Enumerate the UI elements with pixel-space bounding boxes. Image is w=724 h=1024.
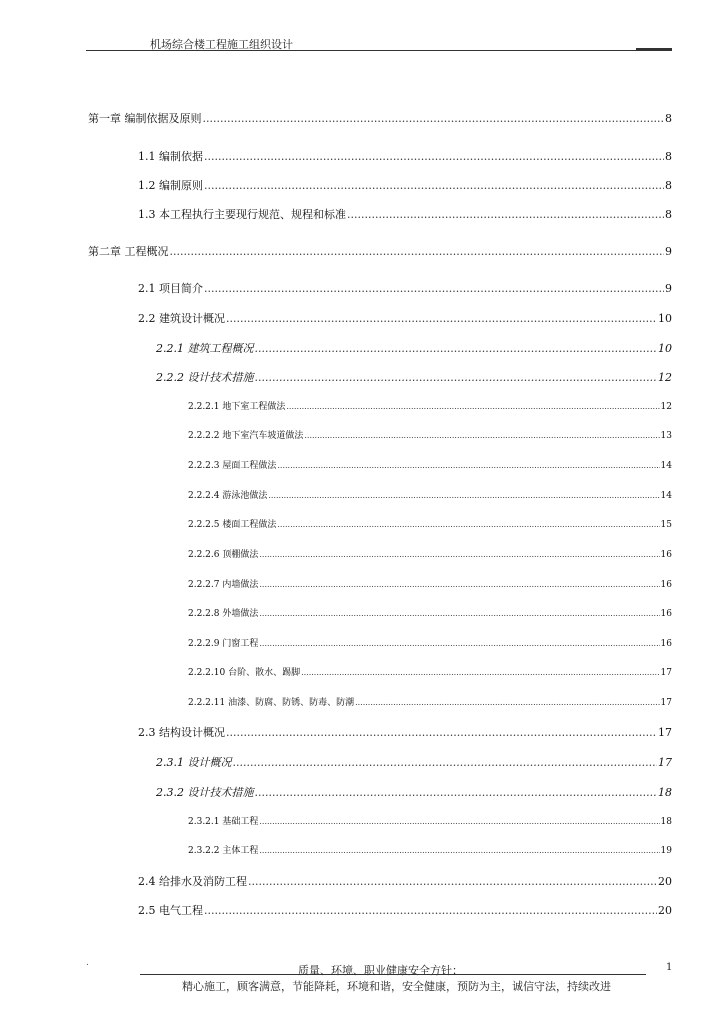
dot-leader xyxy=(286,402,659,411)
toc-entry[interactable] xyxy=(156,369,672,385)
dot-leader xyxy=(170,245,665,258)
toc-entry-page: 16 xyxy=(660,550,672,560)
dot-leader xyxy=(355,698,659,707)
dot-leader xyxy=(248,875,657,888)
toc-entry-page: 8 xyxy=(665,150,672,163)
toc-entry-page: 14 xyxy=(660,491,672,501)
toc-entry[interactable] xyxy=(88,243,672,259)
dot-leader xyxy=(226,312,657,325)
toc-entry-page: 10 xyxy=(658,342,672,355)
toc-entry-label: 1.2 编制原则 xyxy=(138,179,203,192)
dot-leader xyxy=(259,846,659,855)
toc-entry[interactable] xyxy=(138,148,672,164)
toc-entry-label: 2.2.2.7 内墙做法 xyxy=(188,580,259,590)
toc-entry-page: 9 xyxy=(665,282,672,295)
toc-entry-label: 2.3.2 设计技术措施 xyxy=(156,786,254,799)
toc-entry[interactable] xyxy=(188,695,672,708)
toc-entry[interactable] xyxy=(156,340,672,356)
toc-entry-page: 17 xyxy=(658,756,672,769)
dot-leader xyxy=(233,756,658,769)
toc-entry-page: 20 xyxy=(658,875,672,888)
toc-entry-label: 2.4 给排水及消防工程 xyxy=(138,875,247,888)
toc-entry-page: 18 xyxy=(660,817,672,827)
toc-entry-label: 2.2.2.5 楼面工程做法 xyxy=(188,520,277,530)
footer-divider xyxy=(140,974,646,975)
dot-leader xyxy=(259,639,659,648)
toc-entry-page: 18 xyxy=(658,786,672,799)
dot-leader xyxy=(277,461,659,470)
toc-entry-label: 1.1 编制依据 xyxy=(138,150,203,163)
toc-entry-page: 17 xyxy=(658,726,672,739)
toc-entry[interactable] xyxy=(188,399,672,412)
toc-entry[interactable] xyxy=(188,814,672,827)
toc-entry-label: 2.2.2.3 屋面工程做法 xyxy=(188,461,277,471)
toc-entry-label: 2.2.2.8 外墙做法 xyxy=(188,609,259,619)
dot-leader xyxy=(259,550,659,559)
page-number: 1 xyxy=(666,962,673,973)
toc-entry[interactable] xyxy=(138,902,672,918)
toc-entry-page: 9 xyxy=(665,245,672,258)
toc-entry-label: 2.2.2.9 门窗工程 xyxy=(188,639,259,649)
toc-entry-page: 8 xyxy=(665,208,672,221)
dot-leader xyxy=(347,208,664,221)
toc-entry-label: 2.2.2.1 地下室工程做法 xyxy=(188,402,286,412)
toc-entry-label: 2.2.1 建筑工程概况 xyxy=(156,342,254,355)
toc-entry[interactable] xyxy=(188,636,672,649)
toc-entry-page: 12 xyxy=(660,402,672,412)
toc-entry[interactable] xyxy=(188,547,672,560)
toc-entry-label: 2.5 电气工程 xyxy=(138,904,203,917)
dot-leader xyxy=(268,491,659,500)
dot-leader xyxy=(255,786,658,799)
toc-entry[interactable] xyxy=(138,873,672,889)
toc-entry[interactable] xyxy=(188,517,672,530)
toc-entry-label: 第一章 编制依据及原则 xyxy=(88,112,202,125)
toc-entry[interactable] xyxy=(138,724,672,740)
toc-entry[interactable] xyxy=(188,843,672,856)
document-title: 机场综合楼工程施工组织设计 xyxy=(150,38,293,51)
dot-leader xyxy=(204,179,664,192)
dot-leader xyxy=(304,431,659,440)
toc-entry-page: 14 xyxy=(660,461,672,471)
toc-entry-label: 2.2.2 设计技术措施 xyxy=(156,371,254,384)
toc-entry[interactable] xyxy=(138,206,672,222)
toc-entry[interactable] xyxy=(188,665,672,678)
toc-entry-page: 16 xyxy=(660,609,672,619)
dot-leader xyxy=(204,150,664,163)
toc-entry-page: 12 xyxy=(658,371,672,384)
toc-entry[interactable] xyxy=(88,110,672,126)
toc-entry[interactable] xyxy=(188,577,672,590)
dot-leader xyxy=(301,668,659,677)
toc-entry[interactable] xyxy=(156,754,672,770)
dot-leader xyxy=(255,371,658,384)
toc-entry-label: 2.3.1 设计概况 xyxy=(156,756,232,769)
dot-leader xyxy=(259,580,659,589)
dot-leader xyxy=(204,282,664,295)
toc-entry-page: 13 xyxy=(660,431,672,441)
footer-mark: . xyxy=(86,958,89,968)
toc-entry[interactable] xyxy=(188,606,672,619)
toc-entry-page: 15 xyxy=(660,520,672,530)
toc-entry-label: 2.2.2.10 台阶、散水、踢脚 xyxy=(188,668,301,678)
toc-entry-label: 2.3.2.1 基础工程 xyxy=(188,817,259,827)
toc-entry-label: 2.3.2.2 主体工程 xyxy=(188,846,259,856)
dot-leader xyxy=(259,609,659,618)
dot-leader xyxy=(277,520,659,529)
policy-text: 精心施工，顾客满意，节能降耗，环境和谐，安全健康，预防为主，诚信守法，持续改进 xyxy=(182,980,611,993)
toc-entry-label: 2.2.2.2 地下室汽车坡道做法 xyxy=(188,431,304,441)
toc-entry-label: 第二章 工程概况 xyxy=(88,245,169,258)
toc-entry-label: 2.2.2.4 游泳池做法 xyxy=(188,491,268,501)
dot-leader xyxy=(259,817,659,826)
policy-heading: 质量、环境、职业健康安全方针： xyxy=(298,964,463,977)
toc-entry-label: 2.2 建筑设计概况 xyxy=(138,312,225,325)
toc-entry-page: 16 xyxy=(660,639,672,649)
toc-entry-label: 2.2.2.6 顶棚做法 xyxy=(188,550,259,560)
dot-leader xyxy=(255,342,658,355)
toc-entry-page: 8 xyxy=(665,112,672,125)
toc-entry[interactable] xyxy=(156,784,672,800)
dot-leader xyxy=(226,726,657,739)
toc-entry-page: 20 xyxy=(658,904,672,917)
toc-entry-page: 16 xyxy=(660,580,672,590)
dot-leader xyxy=(203,112,665,125)
toc-entry-label: 2.3 结构设计概况 xyxy=(138,726,225,739)
toc-entry-page: 10 xyxy=(658,312,672,325)
toc-entry-label: 1.3 本工程执行主要现行规范、规程和标准 xyxy=(138,208,346,221)
toc-entry[interactable] xyxy=(138,177,672,193)
toc-entry-label: 2.1 项目简介 xyxy=(138,282,203,295)
toc-entry-page: 19 xyxy=(660,846,672,856)
toc-entry-page: 17 xyxy=(660,698,672,708)
toc-entry-page: 8 xyxy=(665,179,672,192)
toc-entry[interactable] xyxy=(138,310,672,326)
toc-entry[interactable] xyxy=(188,458,672,471)
toc-entry-label: 2.2.2.11 油漆、防腐、防锈、防毒、防潮 xyxy=(188,698,355,708)
toc-entry[interactable] xyxy=(188,428,672,441)
toc-entry-page: 17 xyxy=(660,668,672,678)
dot-leader xyxy=(204,904,657,917)
toc-entry[interactable] xyxy=(188,488,672,501)
toc-entry[interactable] xyxy=(138,280,672,296)
